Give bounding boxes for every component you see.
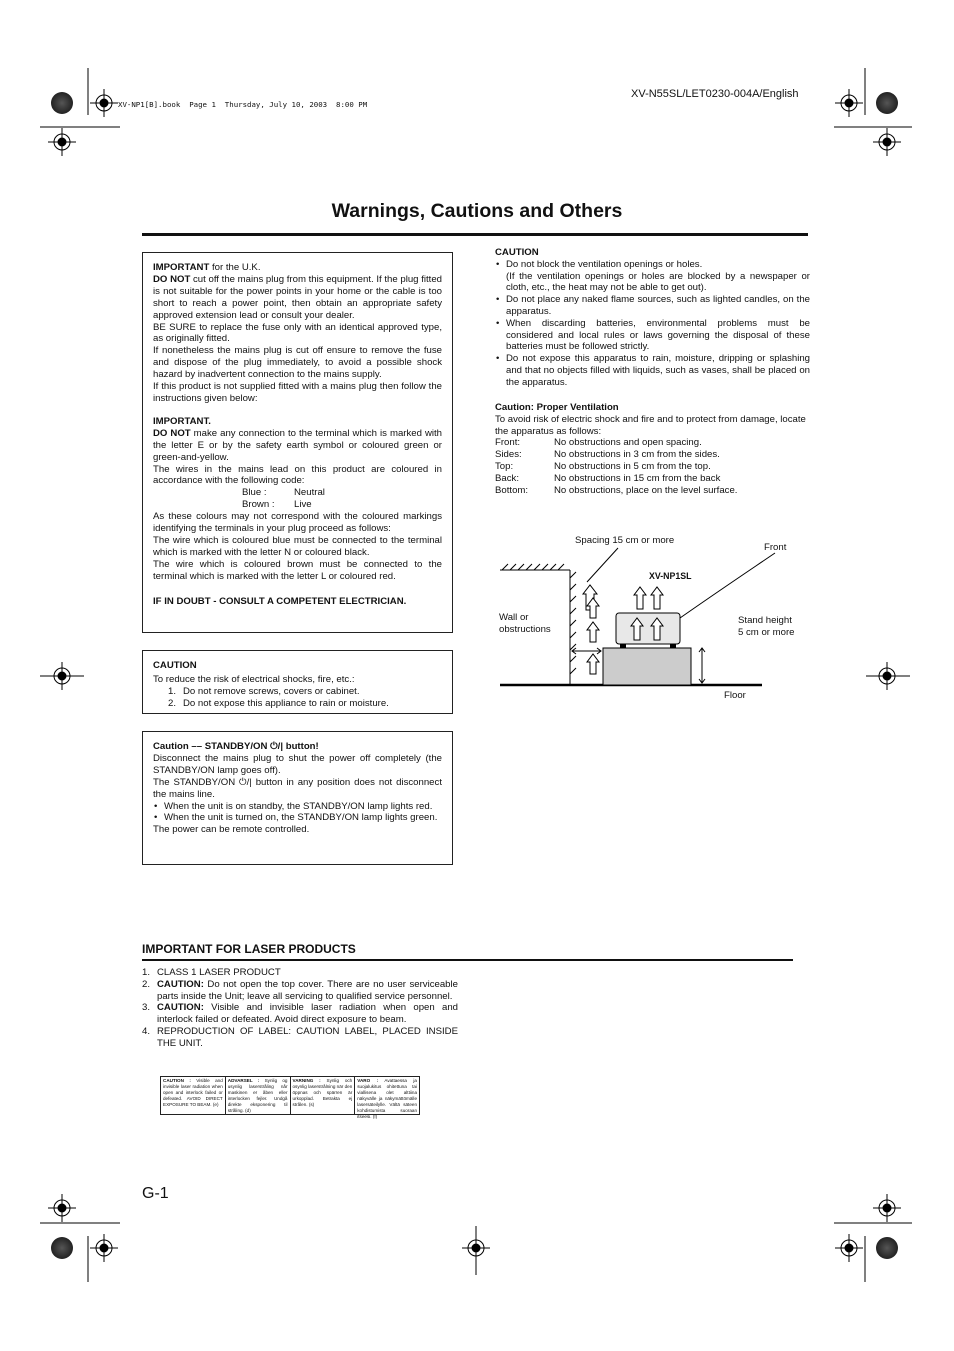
ventilation-section: Caution: Proper Ventilation To avoid risk of electric shock and fire and to protect from damage, locate the apparatus as follows: Front: No obstructions and open spacing. Sides: No obstructions in 3 cm from the sides. Top: No obstructions in 5 cm from the top. Back: No obstructions in 15 cm from the back Bottom: No obstructions, place on the level surface.: [495, 402, 806, 496]
page-number: G-1: [142, 1185, 169, 1202]
power-icon: ⏻/|: [239, 776, 252, 788]
diagram-wall-label: Wall or obstructions: [499, 612, 551, 635]
shock-caution-box: CAUTION To reduce the risk of electrical shocks, fire, etc.: 1. Do not remove screws, covers or cabinet. 2. Do not expose this appliance to rain or moisture.: [142, 650, 453, 714]
laser-list: 1. CLASS 1 LASER PRODUCT 2. CAUTION: Do not open the top cover. There are no user serviceable parts inside the Unit; leave all servicing to qualified service personnel. 3. CAUTION: Visible and invisible laser radiation when open and interlock failed or defeated. Avoid direct exposure to beam. 4. REPRODUCTION OF LABEL: CAUTION LABEL, PLACED INSIDE THE UNIT.: [142, 967, 458, 1049]
page-title: Warnings, Cautions and Others: [331, 200, 623, 222]
diagram-floor-label: Floor: [724, 690, 746, 701]
standby-caution-box: Caution –– STANDBY/ON ⏻/| button! Disconnect the mains plug to shut the power off completely (the STANDBY/ON lamp goes off). The STANDBY/ON ⏻/| button in any position does not disconnect the mains line. • When the unit is on standby, the STANDBY/ON lamp lights red. • When the unit is turned on, the STANDBY/ON lamp lights green. The power can be remote controlled.: [142, 731, 453, 865]
title-rule: [142, 233, 808, 236]
doubt-warning: IF IN DOUBT - CONSULT A COMPETENT ELECTRICIAN.: [153, 595, 407, 607]
diagram-front-label: Front: [764, 542, 787, 553]
power-icon: ⏻/|: [270, 741, 284, 752]
laser-caution-label: CAUTION : Visible and invisible laser radiation when open and interlock failed or defeated. AVOID DIRECT EXPOSURE TO BEAM. (e) ADVARSEL : Synlig og usynlig laserstråling når maskinen er åben eller interlocken fejler. Undgå direkte eksponering til stråling. (d) VARNING : Synlig och osynlig laserstrålning när den öppnas och spärren är urkopplad. Betrakta ej strålen. (s) VARO : Avattaessa ja suojalukitus ohitettuna tai viallisena olet alttiina näkyvälle ja näkymättömälle lasersäteilylle. Vältä säteen kohdistumista suoraan itseesi. (f): [160, 1076, 420, 1115]
caution-right: CAUTION • Do not block the ventilation openings or holes. (If the ventilation openings or holes are blocked by a newspaper or cloth, etc., the heat may not be able to get out). • Do not place any naked flame sources, such as lighted candles, on the apparatus. • When discarding batteries, environmental problems must be considered and local rules or laws governing the disposal of these batteries must be followed strictly. • Do not expose this apparatus to rain, moisture, dripping or splashing and that no objects filled with liquids, such as vases, shall be placed on the apparatus.: [495, 247, 810, 389]
diagram-stand-label: Stand height 5 cm or more: [738, 615, 795, 638]
file-info: XV-NP1[B].book Page 1 Thursday, July 10, 2003 8:00 PM: [118, 100, 368, 109]
laser-rule: [142, 959, 793, 961]
diagram-model-label: XV-NP1SL: [649, 571, 692, 581]
doc-code: XV-N55SL/LET0230-004A/English: [631, 88, 799, 100]
important-heading: IMPORTANT.: [153, 415, 211, 427]
laser-heading: IMPORTANT FOR LASER PRODUCTS: [142, 942, 356, 956]
wire-code-table: Blue : Neutral Brown : Live: [242, 487, 325, 511]
diagram-spacing-label: Spacing 15 cm or more: [575, 535, 675, 546]
uk-plug-box: IMPORTANT for the U.K. DO NOT cut off the mains plug from this equipment. If the plug fitted is not suitable for the power points in your home or the cable is too short to reach a power point, then obtain an appropriate safety approved extension lead or consult your dealer. BE SURE to replace the fuse only with an identical approved type, as originally fitted. If nonetheless the mains plug is cut off ensure to remove the fuse and dispose of the plug immediately, to avoid a possible shock hazard by inadvertent connection to the mains supply. If this product is not supplied fitted with a mains plug then follow the instructions given below: IMPORTANT. DO NOT make any connection to the terminal which is marked with the letter E or by the safety earth symbol or coloured green or green-and-yellow. The wires in the mains lead on this product are coloured in accordance with the following code: Blue : Neutral Brown : Live As these colours may not correspond with the coloured markings identifying the terminals in your plug proceed as follows: The wire which is coloured blue must be connected to the terminal which is marked with the letter N or coloured black. The wire which is coloured brown must be connected to the terminal which is marked with the letter L or coloured red. IF IN DOUBT - CONSULT A COMPETENT ELECTRICIAN.: [142, 252, 453, 633]
